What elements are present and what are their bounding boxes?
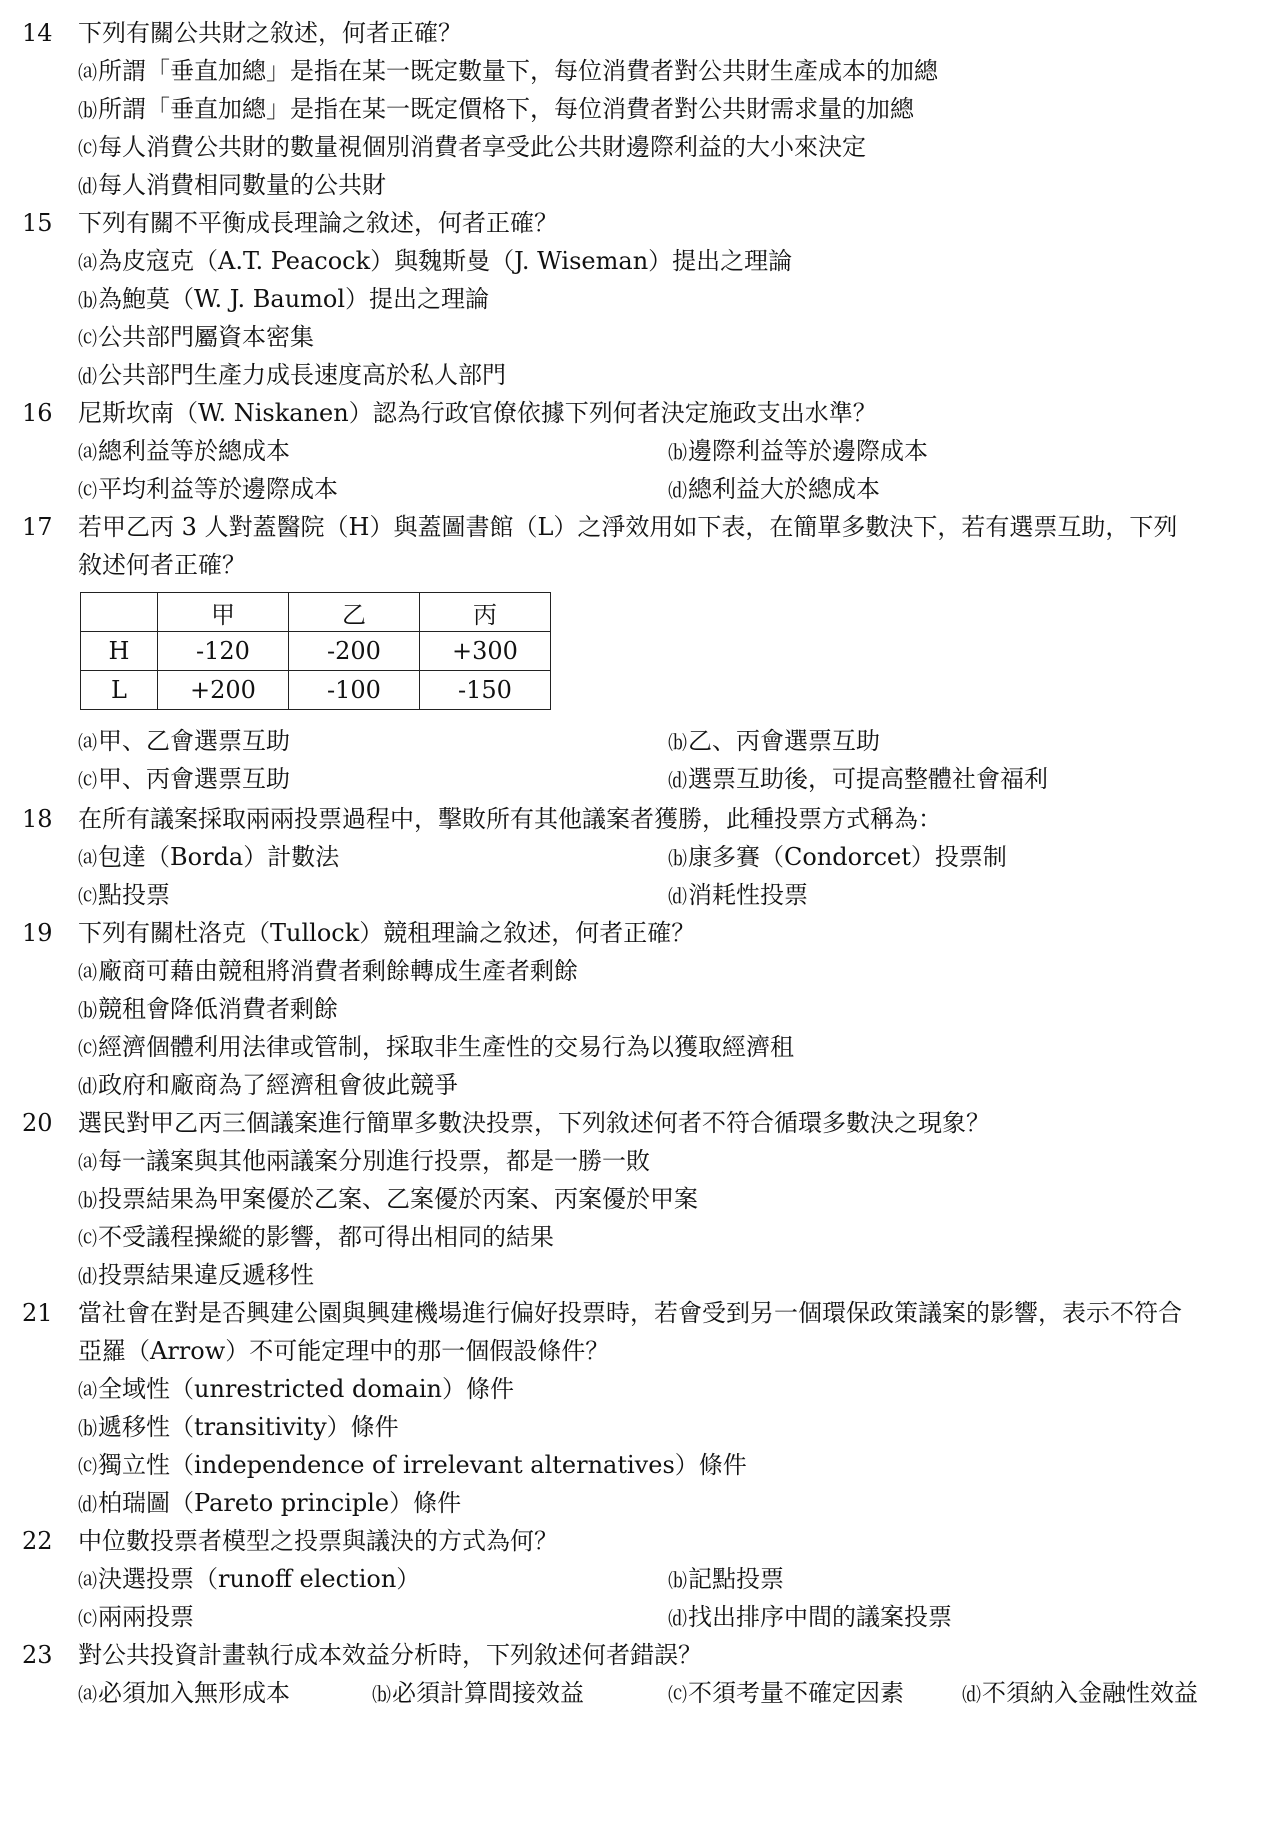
option-label: ⒞ (78, 1456, 98, 1478)
option-label: ⒟ (78, 366, 98, 388)
question-number: 22 (22, 1527, 53, 1555)
question-number: 15 (22, 209, 53, 237)
option-label: ⒝ (78, 290, 98, 312)
option-b (372, 1674, 584, 1712)
option-text: 乙、丙會選票互助 (688, 727, 881, 755)
option-label: ⒞ (78, 770, 98, 792)
question-stem-line-2: 亞羅（Arrow）不可能定理中的那一個假設條件？ (78, 1337, 610, 1365)
option-b (78, 1180, 698, 1218)
question-stem-line-2: 敘述何者正確？ (78, 551, 246, 579)
option-text: 每人消費相同數量的公共財 (98, 171, 387, 199)
option-label: ⒝ (78, 1190, 98, 1212)
option-text: 廠商可藉由競租將消費者剩餘轉成生產者剩餘 (98, 957, 579, 985)
option-text: 總利益等於總成本 (98, 437, 291, 465)
option-text: 公共部門生產力成長速度高於私人部門 (98, 361, 507, 389)
option-label: ⒟ (668, 1608, 688, 1630)
option-label: ⒜ (78, 848, 98, 870)
option-label: ⒞ (78, 328, 98, 350)
option-a (78, 1142, 650, 1180)
table-header-cell: 乙 (289, 593, 420, 632)
question-number: 16 (22, 399, 53, 427)
option-b (78, 90, 914, 128)
option-text: 找出排序中間的議案投票 (688, 1603, 953, 1631)
option-b (78, 1408, 399, 1446)
option-text: 選票互助後，可提高整體社會福利 (688, 765, 1049, 793)
question-stem: 下列有關公共財之敘述，何者正確？ (78, 19, 462, 47)
question-stem: 尼斯坎南（W. Niskanen）認為行政官僚依據下列何者決定施政支出水準？ (78, 399, 877, 427)
option-label: ⒜ (78, 962, 98, 984)
table-cell: +300 (420, 632, 551, 671)
option-label: ⒟ (668, 480, 688, 502)
option-label: ⒟ (78, 1494, 98, 1516)
option-text: 記點投票 (688, 1565, 785, 1593)
utility-table (80, 592, 551, 710)
option-label: ⒜ (78, 1570, 98, 1592)
option-d (668, 1598, 952, 1636)
option-a (78, 952, 578, 990)
option-label: ⒞ (668, 1684, 688, 1706)
option-label: ⒜ (78, 442, 98, 464)
option-label: ⒜ (78, 1380, 98, 1402)
option-text: 甲、丙會選票互助 (98, 765, 291, 793)
question-number: 17 (22, 513, 53, 541)
option-text: 柏瑞圖（Pareto principle）條件 (98, 1489, 462, 1517)
option-label: ⒝ (668, 1570, 688, 1592)
table-cell: -150 (420, 671, 551, 710)
option-a (78, 1370, 514, 1408)
option-label: ⒟ (668, 770, 688, 792)
option-text: 康多賽（Condorcet）投票制 (688, 843, 1007, 871)
option-label: ⒟ (962, 1684, 982, 1706)
question-number: 14 (22, 19, 53, 47)
option-label: ⒞ (78, 886, 98, 908)
option-a (78, 242, 792, 280)
table-cell: -120 (158, 632, 289, 671)
option-text: 獨立性（independence of irrelevant alternatives）條件 (98, 1451, 747, 1479)
option-label: ⒞ (78, 480, 98, 502)
option-label: ⒟ (78, 176, 98, 198)
option-label: ⒝ (668, 732, 688, 754)
option-label: ⒞ (78, 1228, 98, 1250)
table-cell: L (81, 671, 158, 710)
option-label: ⒜ (78, 1684, 98, 1706)
option-label: ⒝ (78, 1000, 98, 1022)
option-text: 所謂「垂直加總」是指在某一既定數量下，每位消費者對公共財生產成本的加總 (98, 57, 939, 85)
table-cell: -200 (289, 632, 420, 671)
option-a (78, 432, 290, 470)
option-text: 必須加入無形成本 (98, 1679, 291, 1707)
option-text: 為皮寇克（A.T. Peacock）與魏斯曼（J. Wiseman）提出之理論 (98, 247, 793, 275)
question-number: 19 (22, 919, 53, 947)
option-text: 競租會降低消費者剩餘 (98, 995, 339, 1023)
option-d (78, 1256, 314, 1294)
option-label: ⒜ (78, 252, 98, 274)
option-a (78, 838, 339, 876)
option-text: 政府和廠商為了經濟租會彼此競爭 (98, 1071, 459, 1099)
option-label: ⒝ (372, 1684, 392, 1706)
option-c (668, 1674, 904, 1712)
option-d (78, 1066, 458, 1104)
option-d (78, 166, 386, 204)
option-c (78, 1218, 554, 1256)
table-cell: +200 (158, 671, 289, 710)
option-a (78, 722, 290, 760)
option-a (78, 52, 938, 90)
table-row (81, 632, 551, 671)
question-stem: 在所有議案採取兩兩投票過程中，擊敗所有其他議案者獲勝，此種投票方式稱為： (78, 805, 942, 833)
option-text: 總利益大於總成本 (688, 475, 881, 503)
option-b (668, 722, 880, 760)
option-text: 經濟個體利用法律或管制，採取非生產性的交易行為以獲取經濟租 (98, 1033, 795, 1061)
option-d (78, 1484, 461, 1522)
option-text: 每一議案與其他兩議案分別進行投票，都是一勝一敗 (98, 1147, 651, 1175)
option-label: ⒜ (78, 732, 98, 754)
option-text: 平均利益等於邊際成本 (98, 475, 339, 503)
option-b (668, 1560, 784, 1598)
option-label: ⒝ (668, 848, 688, 870)
option-text: 兩兩投票 (98, 1603, 195, 1631)
option-text: 甲、乙會選票互助 (98, 727, 291, 755)
option-label: ⒜ (78, 62, 98, 84)
option-d (668, 760, 1048, 798)
question-number: 21 (22, 1299, 53, 1327)
option-label: ⒟ (78, 1076, 98, 1098)
question-stem: 中位數投票者模型之投票與議決的方式為何？ (78, 1527, 558, 1555)
option-c (78, 470, 338, 508)
option-c (78, 876, 170, 914)
question-number: 20 (22, 1109, 53, 1137)
question-number: 18 (22, 805, 53, 833)
question-stem-line-1: 若甲乙丙 3 人對蓋醫院（H）與蓋圖書館（L）之淨效用如下表，在簡單多數決下，若有選票互助，下列 (78, 513, 1178, 541)
question-number: 23 (22, 1641, 53, 1669)
option-label: ⒝ (78, 1418, 98, 1440)
question-stem: 下列有關杜洛克（Tullock）競租理論之敘述，何者正確？ (78, 919, 696, 947)
option-a (78, 1560, 420, 1598)
question-stem: 選民對甲乙丙三個議案進行簡單多數決投票，下列敘述何者不符合循環多數決之現象？ (78, 1109, 990, 1137)
option-text: 不須考量不確定因素 (688, 1679, 905, 1707)
option-text: 全域性（unrestricted domain）條件 (98, 1375, 515, 1403)
option-b (78, 280, 489, 318)
option-b (668, 838, 1007, 876)
option-label: ⒞ (78, 1038, 98, 1060)
option-label: ⒞ (78, 138, 98, 160)
option-label: ⒞ (78, 1608, 98, 1630)
option-d (962, 1674, 1198, 1712)
option-c (78, 318, 314, 356)
option-label: ⒟ (668, 886, 688, 908)
option-a (78, 1674, 290, 1712)
option-text: 投票結果違反遞移性 (98, 1261, 315, 1289)
table-header-cell: 甲 (158, 593, 289, 632)
option-label: ⒜ (78, 1152, 98, 1174)
option-c (78, 1028, 794, 1066)
option-text: 消耗性投票 (688, 881, 809, 909)
option-text: 所謂「垂直加總」是指在某一既定價格下，每位消費者對公共財需求量的加總 (98, 95, 915, 123)
question-stem-line-1: 當社會在對是否興建公園與興建機場進行偏好投票時，若會受到另一個環保政策議案的影響，表示不符合 (78, 1299, 1182, 1327)
option-c (78, 1598, 194, 1636)
option-text: 包達（Borda）計數法 (98, 843, 340, 871)
option-c (78, 760, 290, 798)
option-text: 邊際利益等於邊際成本 (688, 437, 929, 465)
question-stem: 下列有關不平衡成長理論之敘述，何者正確？ (78, 209, 558, 237)
table-row (81, 671, 551, 710)
table-cell: -100 (289, 671, 420, 710)
option-b (78, 990, 338, 1028)
option-text: 公共部門屬資本密集 (98, 323, 315, 351)
option-label: ⒝ (668, 442, 688, 464)
question-stem: 對公共投資計畫執行成本效益分析時，下列敘述何者錯誤？ (78, 1641, 702, 1669)
option-b (668, 432, 928, 470)
table-header-cell (81, 593, 158, 632)
option-d (668, 470, 880, 508)
option-text: 必須計算間接效益 (392, 1679, 585, 1707)
table-header-row (81, 593, 551, 632)
option-label: ⒝ (78, 100, 98, 122)
option-label: ⒟ (78, 1266, 98, 1288)
option-text: 不受議程操縱的影響，都可得出相同的結果 (98, 1223, 555, 1251)
option-text: 遞移性（transitivity）條件 (98, 1413, 399, 1441)
option-d (78, 356, 506, 394)
option-c (78, 1446, 747, 1484)
option-c (78, 128, 866, 166)
option-d (668, 876, 808, 914)
option-text: 投票結果為甲案優於乙案、乙案優於丙案、丙案優於甲案 (98, 1185, 699, 1213)
option-text: 點投票 (98, 881, 171, 909)
option-text: 為鮑莫（W. J. Baumol）提出之理論 (98, 285, 490, 313)
table-header-cell: 丙 (420, 593, 551, 632)
table-cell: H (81, 632, 158, 671)
option-text: 不須納入金融性效益 (982, 1679, 1199, 1707)
option-text: 決選投票（runoff election） (98, 1565, 421, 1593)
option-text: 每人消費公共財的數量視個別消費者享受此公共財邊際利益的大小來決定 (98, 133, 867, 161)
